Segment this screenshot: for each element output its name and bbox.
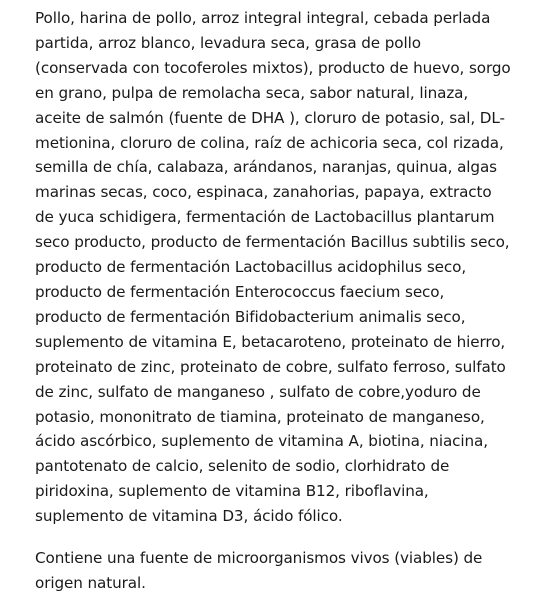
probiotic-note-paragraph: Contiene una fuente de microorganismos vivos (viables) de origen natural. bbox=[35, 549, 483, 592]
ingredients-paragraph: Pollo, harina de pollo, arroz integral integral, cebada perlada partida, arroz blanco, levadura seca, grasa de pollo (conservada con tocoferoles mixtos), producto de huevo, sorgo en grano, pulpa de remolacha seca, sabor natural, linaza, aceite de salmón (fuente de DHA ), cloruro de potasio, sal, DL-metionina, cloruro de colina, raíz de achicoria seca, col rizada, semilla de chía, calabaza, arándanos, naranjas, quinua, algas marinas secas, coco, espinaca, zanahorias, papaya, extracto de yuca schidigera, fermentación de Lactobacillus plantarum seco producto, producto de fermentación Bacillus subtilis seco, producto de fermentación Lactobacillus acidophilus seco, producto de fermentación Enterococcus faecium seco, producto de fermentación Bifidobacterium animalis seco, suplemento de vitamina E, betacaroteno, proteinato de hierro, proteinato de zinc, proteinato de cobre, sulfato ferroso, sulfato de zinc, sulfato de manganeso , sulfato de cobre,yoduro de potasio, mononitrato de tiamina, proteinato de manganeso, ácido ascórbico, suplemento de vitamina A, biotina, niacina, pantotenato de calcio, selenito de sodio, clorhidrato de piridoxina, suplemento de vitamina B12, riboflavina, suplemento de vitamina D3, ácido fólico. bbox=[35, 9, 511, 526]
ingredients-section bbox=[35, 6, 515, 596]
